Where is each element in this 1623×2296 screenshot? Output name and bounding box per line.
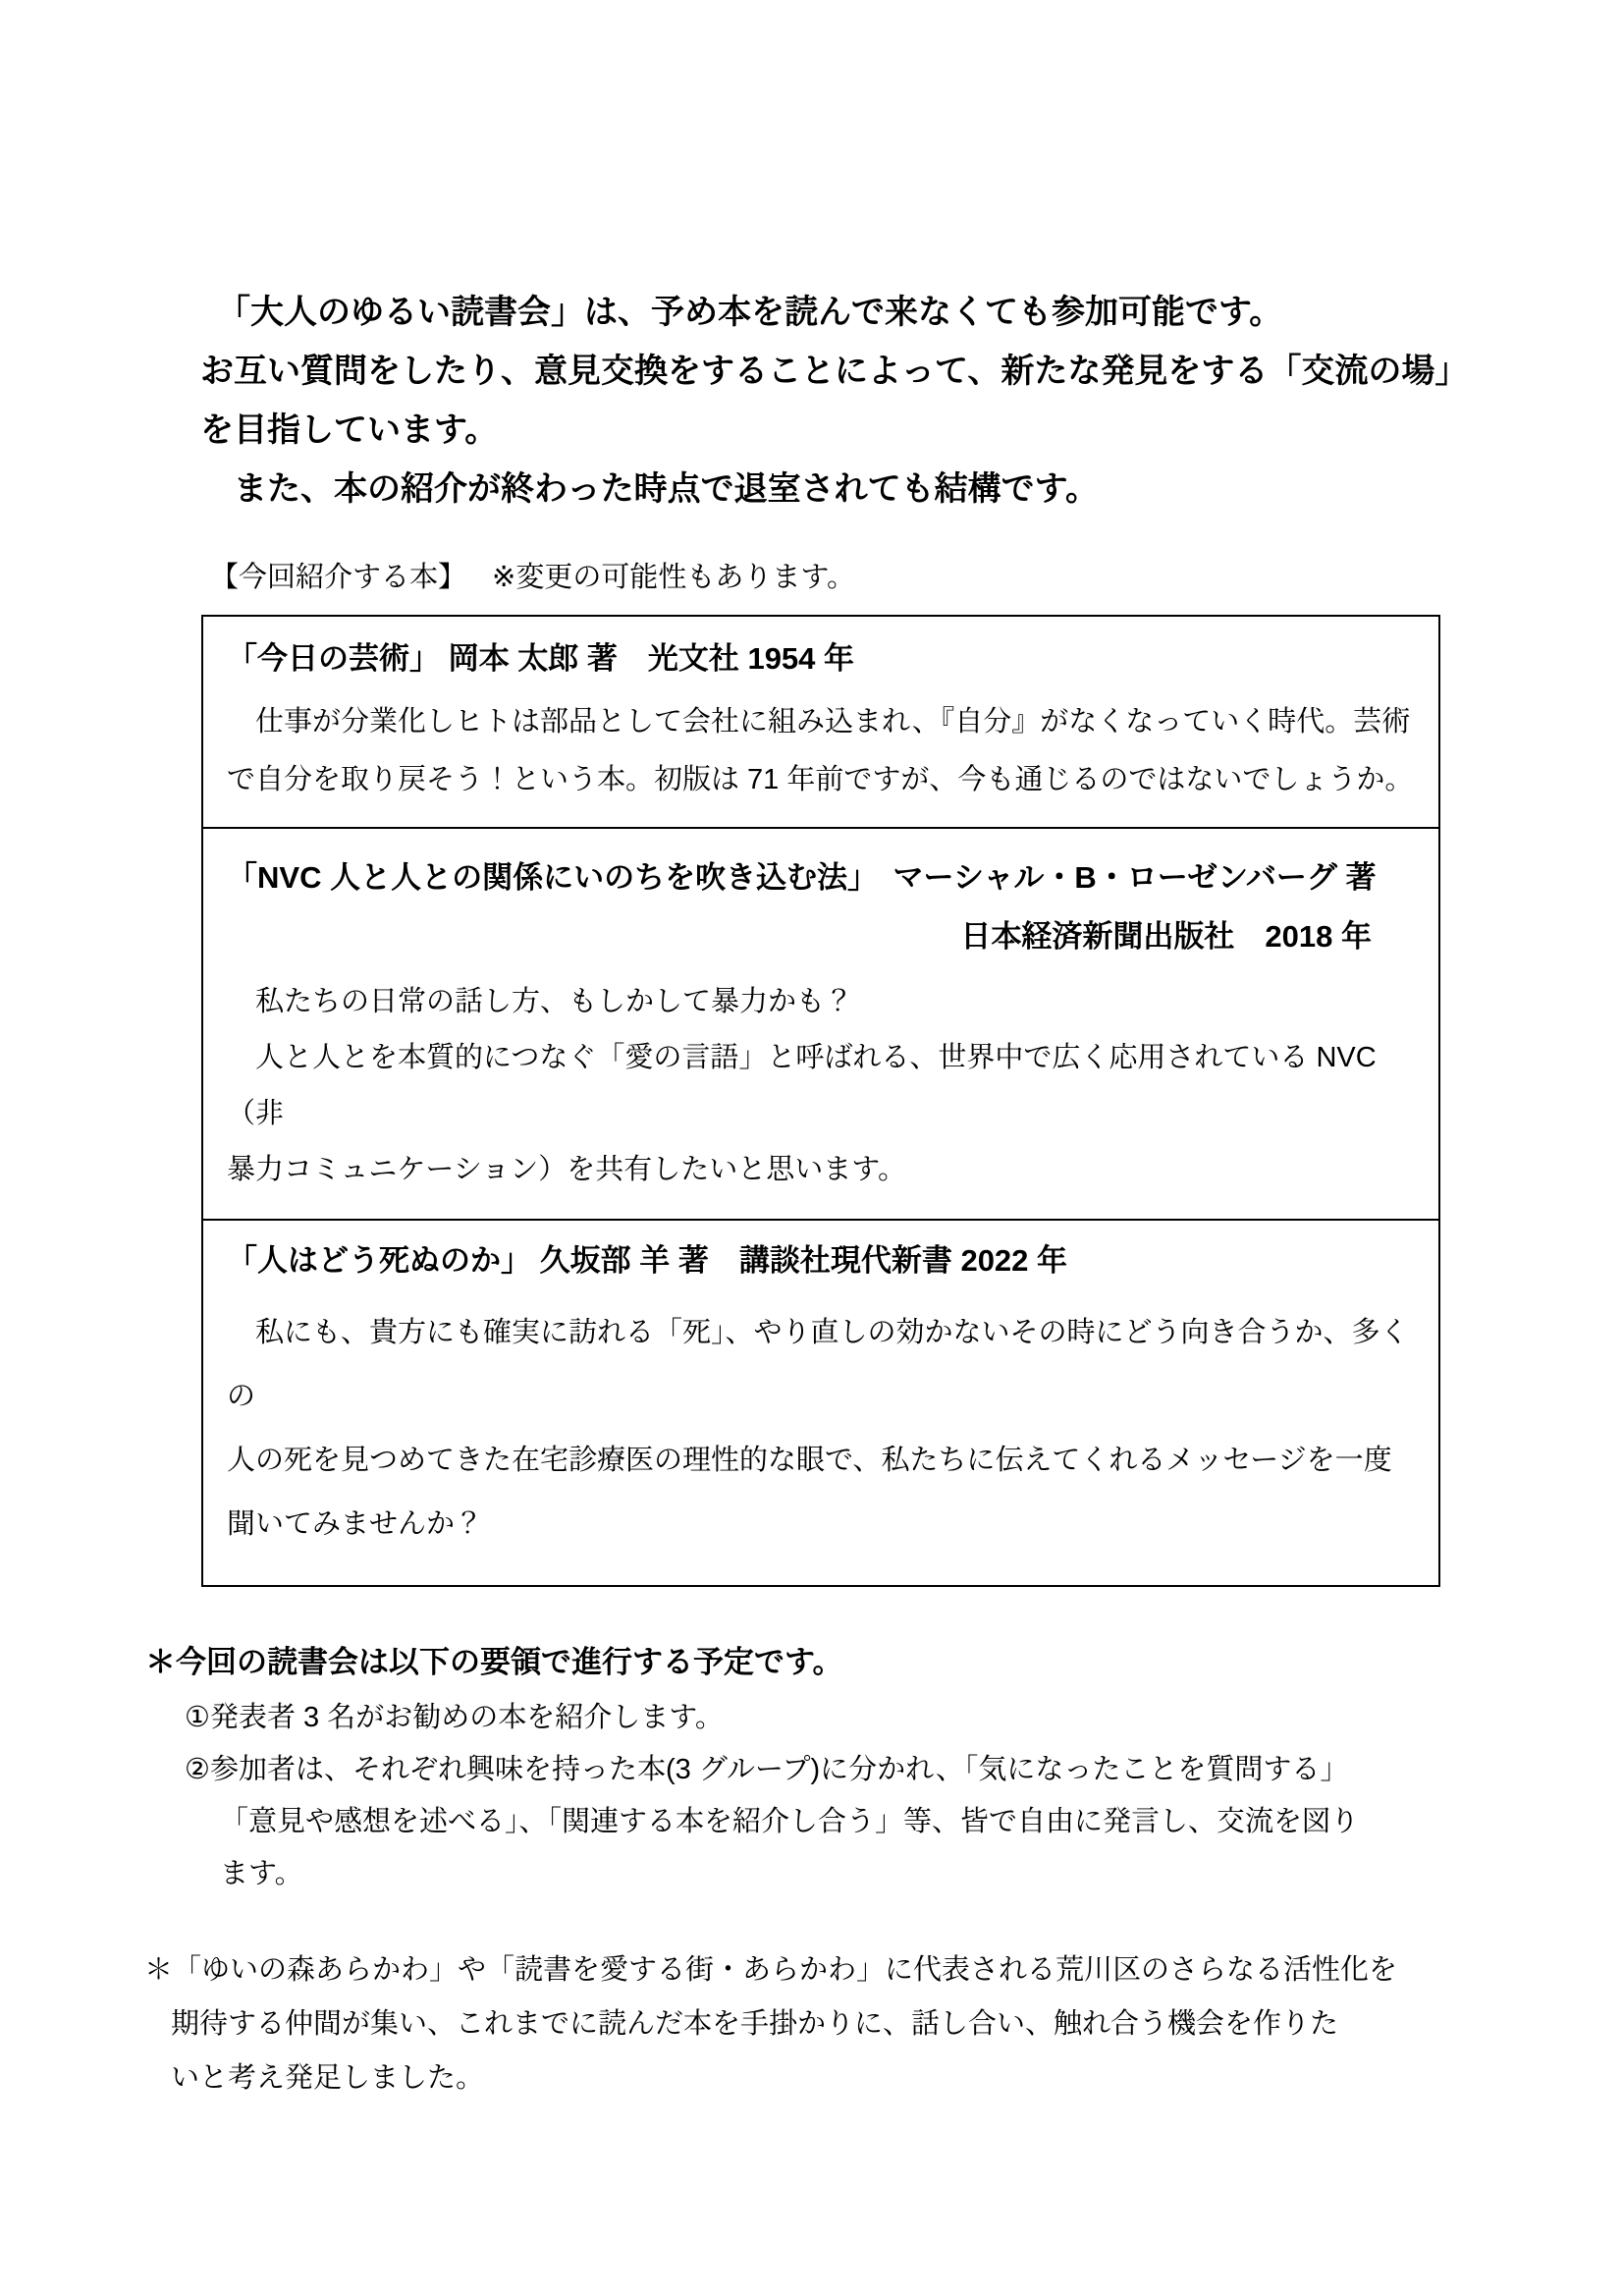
book-entry-nvc [203,827,1438,1219]
intro-line: を目指しています。 [200,411,499,449]
closing-line: 期待する仲間が集い、これまでに読んだ本を手掛かりに、話し合い、触れ合う機会を作りた [171,2008,1339,2040]
book-entry-hito-wa-dou-shinu-no-ka [203,1219,1438,1585]
procedure-item-2-continued: 「意見や感想を述べる」、「関連する本を紹介し合う」等、皆で自由に発言し、交流を図り [220,1806,1360,1837]
book-entry-kyou-no-geijutsu [203,617,1438,827]
procedure-heading: ＊今回の読書会は以下の要領で進行する予定です。 [145,1645,843,1679]
book-description [227,1301,1419,1557]
book-description [227,693,1419,809]
procedure-list [0,1692,1623,1900]
books-change-note: ※変更の可能性もあります。 [492,562,855,593]
book-description-line: 暴力コミュニケーション）を共有したいと思います。 [227,1154,906,1185]
book-list-box [201,615,1440,1587]
book-description-line: 人の死を見つめてきた在宅診療医の理性的な眼で、私たちに伝えてくれるメッセージを一度 [227,1445,1392,1476]
book-title: 「人はどう死ぬのか」 久坂部 羊 著 講談社現代新書 2022 年 [227,1243,1068,1278]
intro-line: また、本の紹介が終わった時点で退室されても結構です。 [200,470,1099,508]
book-description-line: 人と人とを本質的につなぐ「愛の言語」と呼ばれる、世界中で広く応用されている NVC（非 [227,1042,1377,1129]
books-label: 【今回紹介する本】 [210,562,467,593]
book-description-line: 仕事が分業化しヒトは部品として会社に組み込まれ、『自分』がなくなっていく時代。芸術 [227,706,1411,738]
book-title: 「NVC 人と人との関係にいのちを吹き込む法」 マーシャル・B・ローゼンバーグ 著 [227,860,1377,895]
book-description [227,974,1419,1198]
procedure-item-1: ①発表者 3 名がお勧めの本を紹介します。 [185,1702,724,1733]
book-publisher-line: 日本経済新聞出版社 2018 年 [960,919,1372,954]
intro-paragraph [200,0,1486,519]
closing-paragraph [0,1943,1623,2105]
procedure-item-2: ②参加者は、それぞれ興味を持った本(3 グループ)に分かれ、「気になったことを質問する」 [185,1754,1349,1785]
intro-line: 「大人のゆるい読書会」は、予め本を読んで来なくても参加可能です。 [200,294,1283,331]
book-description-line: で自分を取り戻そう！という本。初版は 71 年前ですが、今も通じるのではないでしょうか。 [227,764,1414,795]
book-description-line: 聞いてみませんか？ [227,1508,484,1540]
closing-line: ＊「ゆいの森あらかわ」や「読書を愛する街・あらかわ」に代表される荒川区のさらなる活性化を [144,1954,1398,1986]
book-description-line: 私たちの日常の話し方、もしかして暴力かも？ [227,986,854,1017]
closing-line: いと考え発足しました。 [171,2062,485,2094]
books-section-label [210,558,1623,597]
procedure-section [0,1641,1623,1900]
procedure-item-2-continued: ます。 [220,1858,303,1889]
book-title: 「今日の芸術」 岡本 太郎 著 光文社 1954 年 [227,641,855,676]
book-description-line: 私にも、貴方にも確実に訪れる「死」、やり直しの効かないその時にどう向き合うか、多くの [227,1317,1409,1412]
intro-line: お互い質問をしたり、意見交換をすることによって、新たな発見をする「交流の場」 [200,353,1469,390]
